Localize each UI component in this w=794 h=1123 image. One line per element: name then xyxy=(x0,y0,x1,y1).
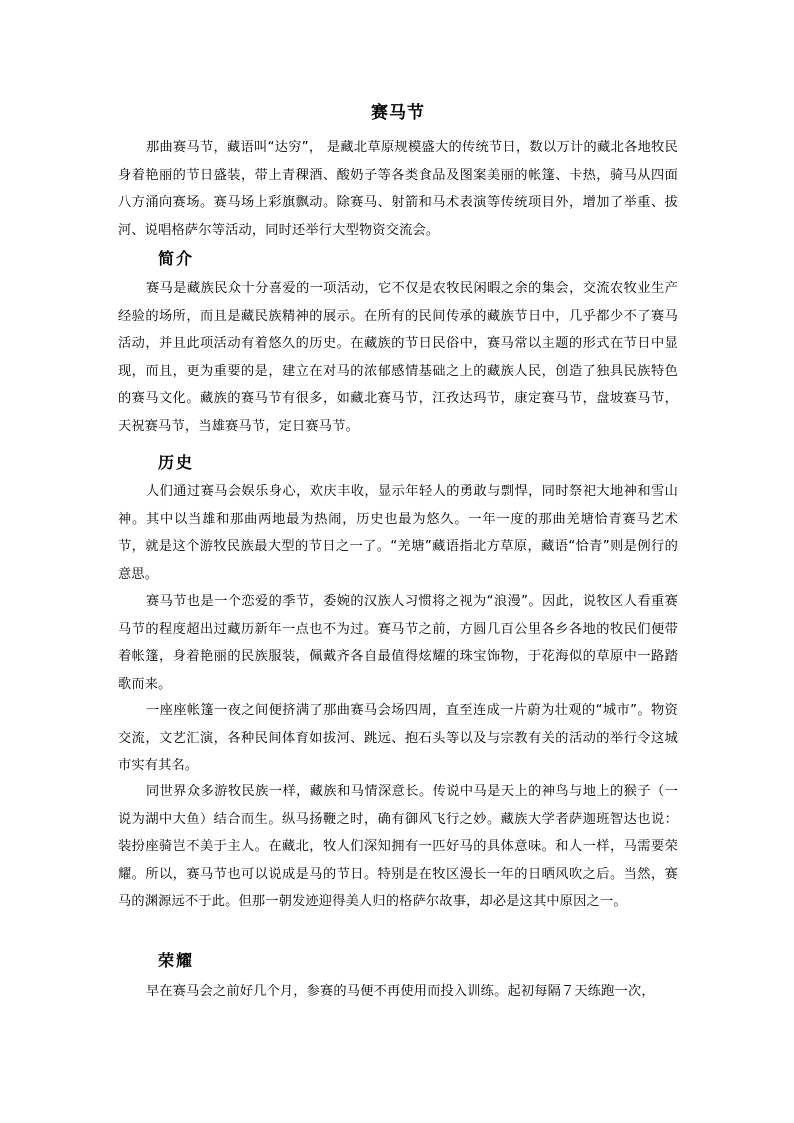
intro-paragraph: 那曲赛马节，藏语叫“达穷”， 是藏北草原规模盛大的传统节日，数以万计的藏北各地牧民身着艳丽的节日盛装，带上青稞酒、酸奶子等各类食品及图案美丽的帐篷、卡热，骑马从四面八方涌向赛场。赛马场上彩旗飘动。除赛马、射箭和马术表演等传统项目外，增加了举重、拔河、说唱格萨尔等活动，同时还举行大型物资交流会。 xyxy=(118,140,678,238)
history-paragraph-4: 同世界众多游牧民族一样，藏族和马情深意长。传说中马是天上的神鸟与地上的猴子（一说为湖中大鱼）结合而生。纵马扬鞭之时，确有御风飞行之妙。藏族大学者萨迦班智达也说：装扮座骑岂不美于主人。在藏北，牧人们深知拥有一匹好马的具体意味。和人一样，马需要荣耀。所以，赛马节也可以说成是马的节日。特别是在牧区漫长一年的日晒风吹之后。当然，赛马的渊源远不于此。但那一朝发迹迎得美人归的格萨尔故事，却必是这其中原因之一。 xyxy=(118,784,678,909)
glory-paragraph-1: 早在赛马会之前好几个月，参赛的马便不再使用而投入训练。起初每隔７天练跑一次， xyxy=(146,984,655,999)
intro-section-paragraph: 赛马是藏族民众十分喜爱的一项活动，它不仅是农牧民闲暇之余的集会，交流农牧业生产经验的场所，而且是藏民族精神的展示。在所有的民间传承的藏族节日中，几乎都少不了赛马活动，并且此项活动有着悠久的历史。在藏族的节日民俗中，赛马常以主题的形式在节日中显现，而且，更为重要的是，建立在对马的浓郁感情基础之上的藏族人民，创造了独具民族特色的赛马文化。藏族的赛马节有很多，如藏北赛马节，江孜达玛节，康定赛马节，盘坡赛马节，天祝赛马节，当雄赛马节，定日赛马节。 xyxy=(118,281,678,434)
history-paragraph-1: 人们通过赛马会娱乐身心，欢庆丰收，显示年轻人的勇敢与剽悍，同时祭祀大地神和雪山神。其中以当雄和那曲两地最为热闹，历史也最为悠久。一年一度的那曲羌塘恰青赛马艺术节，就是这个游牧民族最大型的节日之一了。“羌塘”藏语指北方草原，藏语“恰青”则是例行的意思。 xyxy=(118,484,678,582)
section-heading-glory: 荣耀 xyxy=(158,951,195,970)
document-title: 赛马节 xyxy=(371,103,425,123)
section-heading-history: 历史 xyxy=(158,453,195,472)
history-paragraph-2: 赛马节也是一个恋爱的季节，委婉的汉族人习惯将之视为“浪漫”。因此，说牧区人看重赛马节的程度超出过藏历新年一点也不为过。赛马节之前，方圆几百公里各乡各地的牧民们便带着帐篷，身着艳丽的民族服装，佩戴齐各自最值得炫耀的珠宝饰物，于花海似的草原中一路踏歌而来。 xyxy=(118,594,678,692)
section-heading-intro: 简介 xyxy=(158,249,195,268)
history-paragraph-3: 一座座帐篷一夜之间便挤满了那曲赛马会场四周，直至连成一片蔚为壮观的“城市”。物资交流，文艺汇演，各种民间体育如拔河、跳远、抱石头等以及与宗教有关的活动的举行令这城市实有其名。 xyxy=(118,703,678,773)
